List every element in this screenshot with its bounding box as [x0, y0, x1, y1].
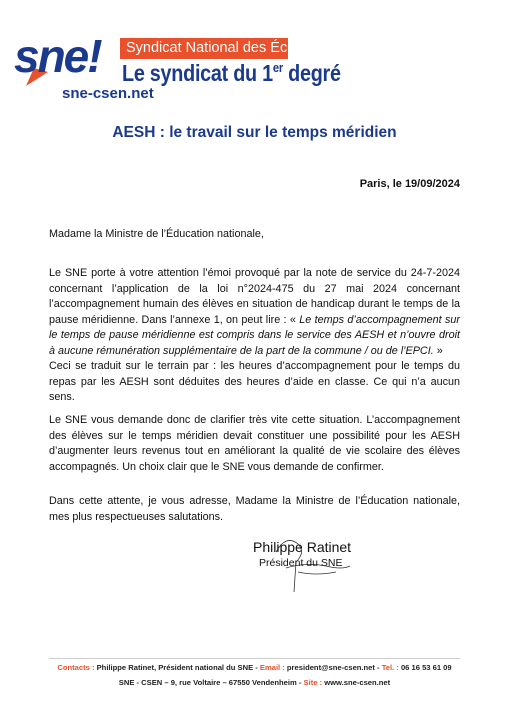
quote: Le temps d’accompagnement sur le temps de pause méridienne est compris dans le service des AESH et n’ouvre droit à aucune rémunération supplémentaire de la part de la commune / ou de l’EPCI. — [49, 313, 460, 357]
footer-contacts: Contacts : Philippe Ratinet, Président national du SNE - Email : president@sne-csen.net - Tel. : 06 16 53 61 09 — [57, 663, 452, 672]
brand-banner: Syndicat National des Écoles — [120, 38, 288, 59]
signatory-role: Président du SNE — [259, 557, 343, 569]
paragraph-4: Dans cette attente, je vous adresse, Madame la Ministre de l’Éducation nationale, mes plus respectueuses salutations. — [49, 495, 460, 523]
brand-tagline: Le syndicat du 1er degré — [122, 60, 341, 86]
paragraph-2: Ceci se traduit sur le terrain par : les heures d’accompagnement pour le temps du repas par les AESH sont déduites des heures d’aide en classe. Ce qui n’a aucun sens. — [49, 360, 460, 404]
sne-logo-icon — [12, 28, 122, 90]
letter-title: AESH : le travail sur le temps méridien — [112, 124, 397, 141]
footer-email-link[interactable]: president@sne-csen.net — [284, 663, 375, 672]
salutation: Madame la Ministre de l’Éducation nationale, — [49, 228, 264, 240]
footer-divider — [49, 658, 460, 659]
logo-text: sne! — [14, 30, 101, 82]
paragraph-1: Le SNE porte à votre attention l’émoi provoqué par la note de service du 24-7-2024 concernant l’application de la loi n°2024-475 du 27 mai 2024 concernant l’accompagnement humain des élèves en situation de handicap durant le temps de la pause méridienne. Dans l’annexe 1, on peut lire : « Le temps d’accompagnement sur le temps de pause méridienne est compris dans le service des AESH et n’ouvre droit à aucune rémunération supplémentaire de la part de la commune / ou de l’EPCI. » — [49, 267, 460, 357]
footer-site-link[interactable]: www.sne-csen.net — [322, 678, 391, 687]
footer-address: SNE - CSEN – 9, rue Voltaire – 67550 Vendenheim - Site : www.sne-csen.net — [118, 678, 391, 687]
header-logo — [12, 28, 492, 108]
paragraph-3: Le SNE vous demande donc de clarifier très vite cette situation. L’accompagnement des élèves sur le temps méridien devait constituer une possibilité pour les AESH d’augmenter leurs revenus tout en améliorant la qualité de vie scolaire des élèves accompagnés. Un choix clair que le SNE vous demande de confirmer. — [49, 414, 460, 473]
letter-date: Paris, le 19/09/2024 — [359, 178, 460, 190]
brand-url: sne-csen.net — [62, 85, 154, 102]
signatory-name: Philippe Ratinet — [253, 539, 352, 555]
